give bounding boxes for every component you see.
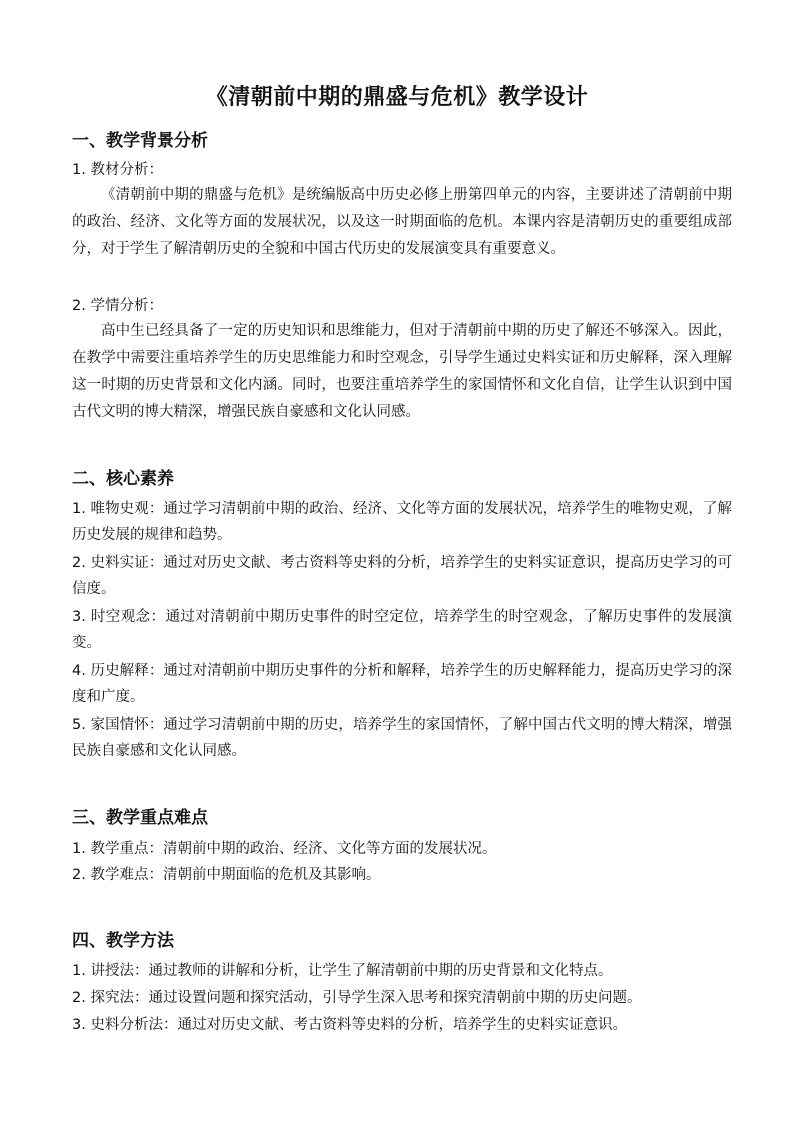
list-item: 2. 教学难点：清朝前中期面临的危机及其影响。: [72, 867, 381, 883]
list-item: 4. 历史解释：通过对清朝前中期历史事件的分析和解释，培养学生的历史解释能力，提高历史学习的深度和广度。: [72, 663, 732, 705]
paragraph-student-analysis: 高中生已经具备了一定的历史知识和思维能力，但对于清朝前中期的历史了解还不够深入。因此，在教学中需要注重培养学生的历史思维能力和时空观念，引导学生通过史料实证和历史解释，深入理解这一时期的历史背景和文化内涵。同时，也要注重培养学生的家国情怀和文化自信，让学生认识到中国古代文明的博大精深，增强民族自豪感和文化认同感。: [72, 323, 732, 420]
list-item: 2. 史料实证：通过对历史文献、考古资料等史料的分析，培养学生的史料实证意识，提高历史学习的可信度。: [72, 555, 732, 597]
list-item: 1. 唯物史观：通过学习清朝前中期的政治、经济、文化等方面的发展状况，培养学生的唯物史观，了解历史发展的规律和趋势。: [72, 501, 732, 543]
subheading-textbook-analysis: 1. 教材分析：: [72, 162, 163, 178]
section-heading-background: 一、教学背景分析: [72, 131, 208, 151]
section-heading-teaching-methods: 四、教学方法: [72, 931, 174, 951]
list-item: 1. 讲授法：通过教师的讲解和分析，让学生了解清朝前中期的历史背景和文化特点。: [72, 963, 613, 979]
paragraph-textbook-analysis: 《清朝前中期的鼎盛与危机》是统编版高中历史必修上册第四单元的内容，主要讲述了清朝前中期的政治、经济、文化等方面的发展状况，以及这一时期面临的危机。本课内容是清朝历史的重要组成部分，对于学生了解清朝历史的全貌和中国古代历史的发展演变具有重要意义。: [72, 187, 732, 257]
list-item: 3. 史料分析法：通过对历史文献、考古资料等史料的分析，培养学生的史料实证意识。: [72, 1017, 627, 1033]
section-heading-key-points: 三、教学重点难点: [72, 808, 208, 828]
list-item: 1. 教学重点：清朝前中期的政治、经济、文化等方面的发展状况。: [72, 841, 497, 857]
list-item: 5. 家国情怀：通过学习清朝前中期的历史，培养学生的家国情怀，了解中国古代文明的博大精深，增强民族自豪感和文化认同感。: [72, 717, 732, 759]
list-item: 2. 探究法：通过设置问题和探究活动，引导学生深入思考和探究清朝前中期的历史问题。: [72, 990, 642, 1006]
list-item: 3. 时空观念：通过对清朝前中期历史事件的时空定位，培养学生的时空观念，了解历史事件的发展演变。: [72, 609, 732, 651]
section-heading-core-literacy: 二、核心素养: [72, 469, 174, 489]
subheading-student-analysis: 2. 学情分析：: [72, 298, 163, 314]
document-title: 《清朝前中期的鼎盛与危机》教学设计: [205, 85, 589, 110]
